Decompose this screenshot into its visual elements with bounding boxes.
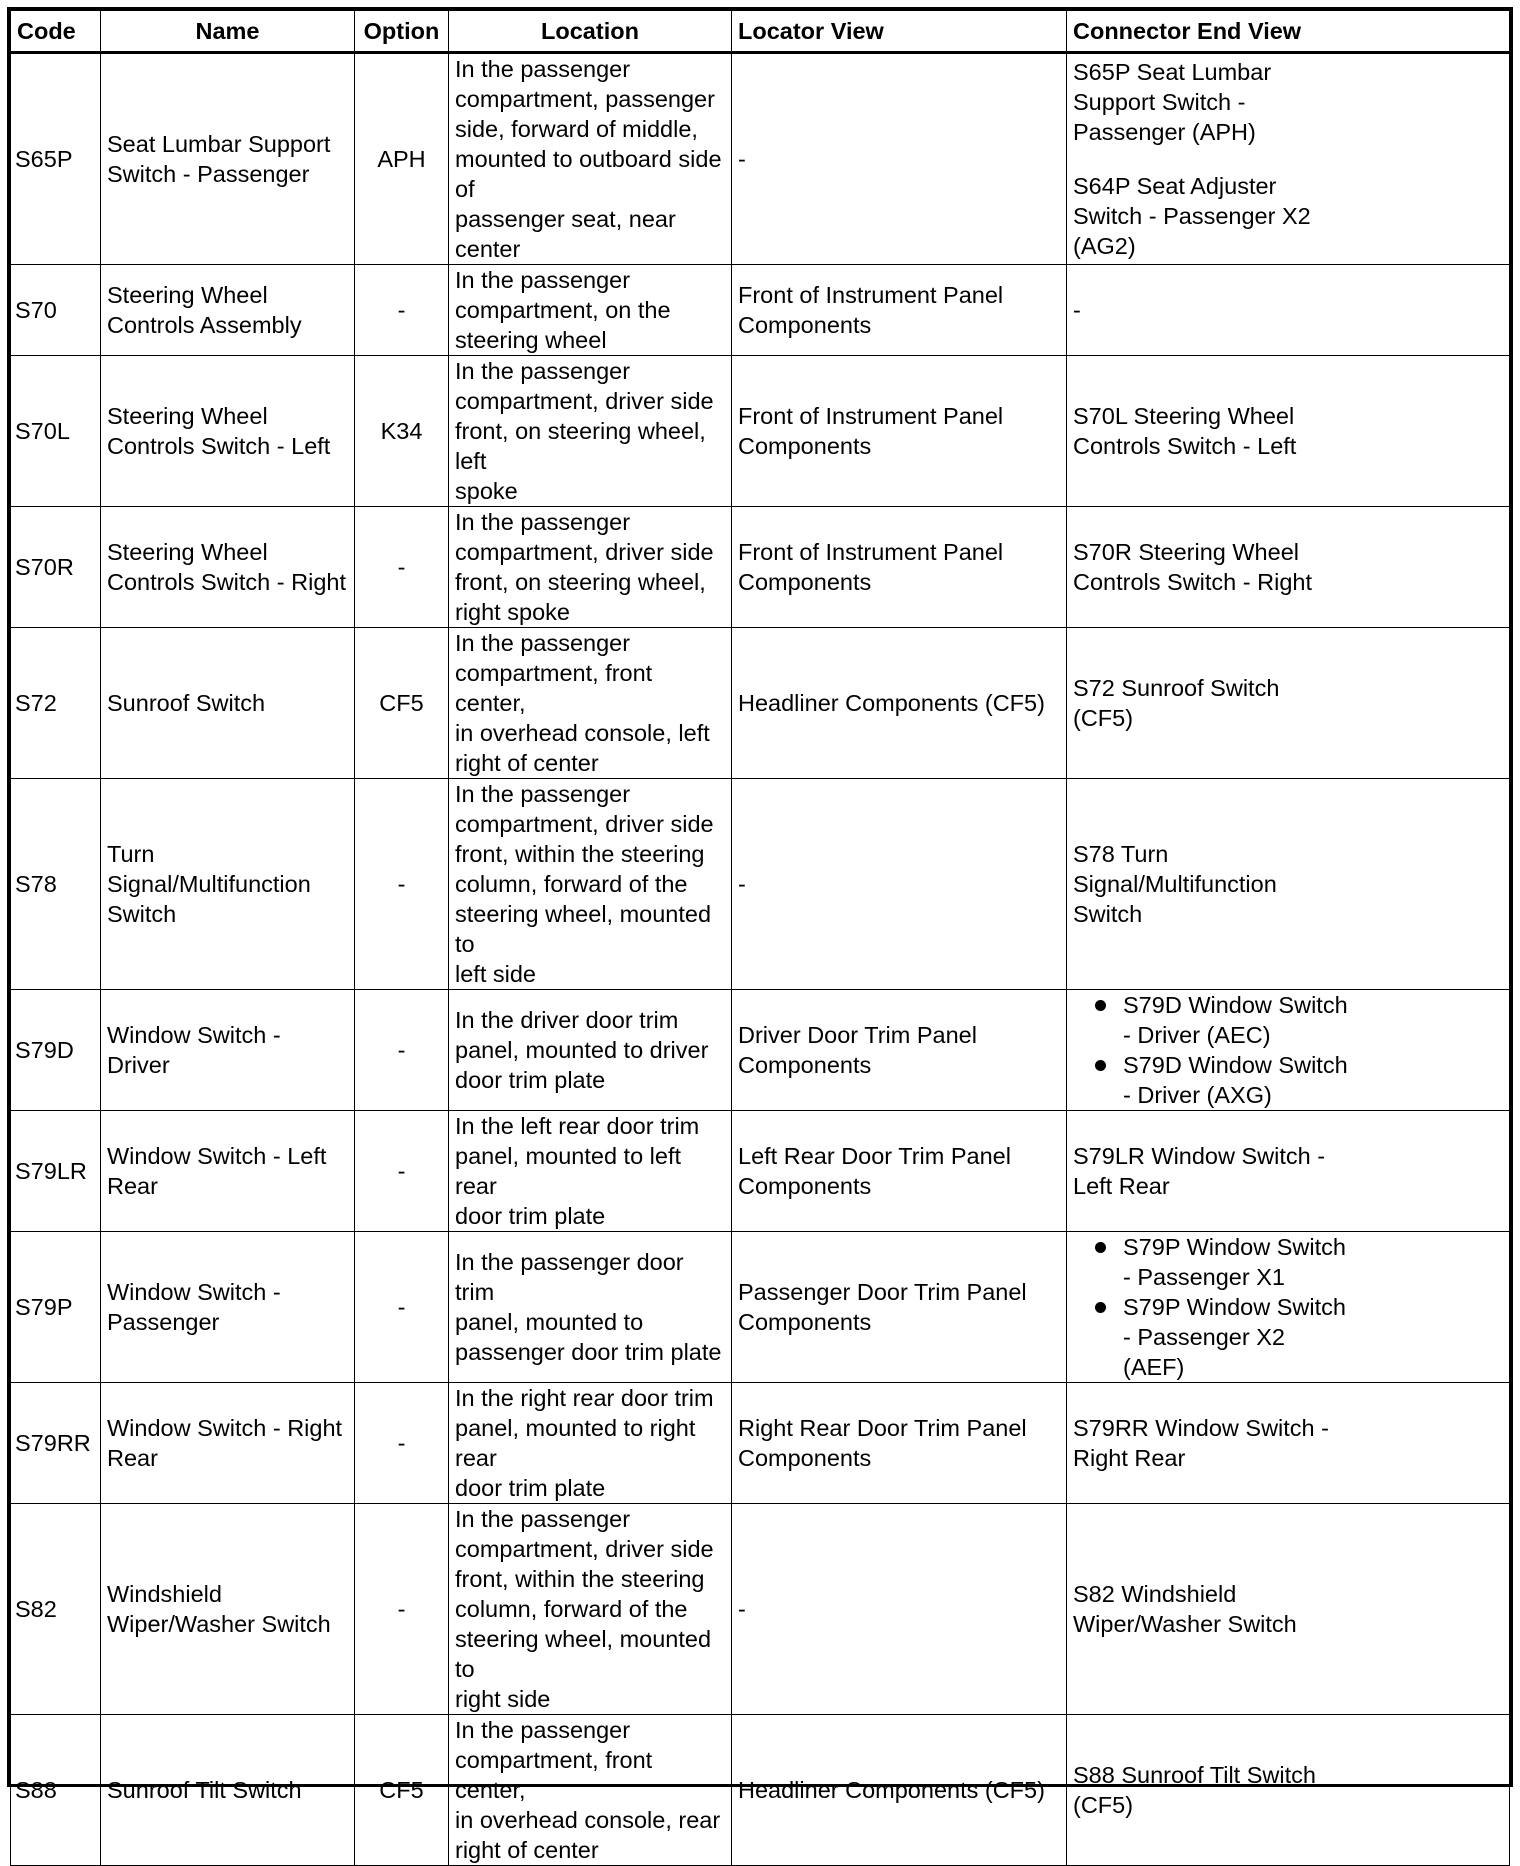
cell-line: - [738, 146, 746, 172]
component-locator-table [7, 7, 1513, 1863]
location-cell [449, 1111, 732, 1232]
connector-bullet-list [1073, 1232, 1503, 1382]
code-cell: S70R [11, 507, 101, 628]
connector-end-view-cell [1067, 779, 1510, 990]
code-cell: S79LR [11, 1111, 101, 1232]
cell-line: compartment, front center, [455, 1747, 653, 1803]
connector-bullet-item [1073, 990, 1503, 1050]
cell-line: S79D Window Switch [1123, 992, 1348, 1018]
location-cell [449, 1715, 732, 1866]
option-cell: - [355, 990, 449, 1111]
cell-line: - [1073, 297, 1081, 323]
location-cell [449, 990, 732, 1111]
option-cell: - [355, 1111, 449, 1232]
option-cell: - [355, 1232, 449, 1383]
cell-line: Wiper/Washer Switch [1073, 1611, 1297, 1637]
cell-line: right side [455, 1686, 551, 1712]
name-cell [101, 53, 355, 265]
cell-line: Components [738, 569, 872, 595]
cell-line: panel, mounted to right rear [455, 1415, 696, 1471]
cell-line: In the passenger [455, 1717, 631, 1743]
table-row [11, 1383, 1510, 1504]
cell-line: compartment, on the [455, 297, 671, 323]
cell-line: S72 Sunroof Switch [1073, 675, 1280, 701]
cell-line: Wiper/Washer Switch [107, 1611, 331, 1637]
cell-line: In the passenger [455, 781, 631, 807]
connector-block [1073, 57, 1503, 147]
locator-view-cell [732, 779, 1067, 990]
cell-line: front, on steering wheel, [455, 569, 706, 595]
connector-block [1073, 1579, 1503, 1639]
cell-line: Passenger [107, 1309, 220, 1335]
connector-bullet-item [1073, 1292, 1503, 1382]
code-cell: S65P [11, 53, 101, 265]
cell-line: - Driver (AXG) [1123, 1082, 1272, 1108]
code-cell: S82 [11, 1504, 101, 1715]
cell-line: passenger seat, near center [455, 206, 676, 262]
header-name: Name [101, 11, 355, 53]
header-row [11, 11, 1510, 53]
cell-line: Driver Door Trim Panel [738, 1022, 977, 1048]
cell-line: Steering Wheel [107, 282, 268, 308]
cell-line: Turn [107, 841, 155, 867]
location-cell [449, 507, 732, 628]
option-cell: - [355, 1504, 449, 1715]
cell-line: panel, mounted to driver [455, 1037, 709, 1063]
cell-line: steering wheel [455, 327, 607, 353]
option-cell: K34 [355, 356, 449, 507]
cell-line: spoke [455, 478, 518, 504]
location-cell [449, 628, 732, 779]
cell-line: Components [738, 312, 872, 338]
table-row [11, 507, 1510, 628]
header-location: Location [449, 11, 732, 53]
cell-line: Steering Wheel [107, 403, 268, 429]
cell-line: Components [738, 433, 872, 459]
cell-line: In the passenger [455, 630, 631, 656]
table-row [11, 1111, 1510, 1232]
cell-line: S79LR Window Switch - [1073, 1143, 1326, 1169]
header-connector-end-view: Connector End View [1067, 11, 1510, 53]
cell-line: Passenger (APH) [1073, 119, 1256, 145]
cell-line: Window Switch - [107, 1279, 281, 1305]
locator-view-cell [732, 1383, 1067, 1504]
locator-view-cell [732, 507, 1067, 628]
cell-line: in overhead console, left [455, 720, 710, 746]
table-row [11, 1232, 1510, 1383]
connector-block [1073, 171, 1503, 261]
cell-line: In the passenger door trim [455, 1249, 684, 1305]
cell-line: Steering Wheel [107, 539, 268, 565]
location-cell [449, 779, 732, 990]
cell-line: Components [738, 1309, 872, 1335]
connector-block [1073, 673, 1503, 733]
connector-end-view-cell [1067, 1111, 1510, 1232]
locator-view-cell [732, 356, 1067, 507]
code-cell: S72 [11, 628, 101, 779]
cell-line: Controls Switch - Right [107, 569, 346, 595]
cell-line: S82 Windshield [1073, 1581, 1237, 1607]
cell-line: mounted to outboard side of [455, 146, 722, 202]
cell-line: Controls Switch - Left [107, 433, 331, 459]
cell-line: Window Switch - Driver [107, 1022, 281, 1078]
cell-line: Controls Assembly [107, 312, 302, 338]
cell-line: Switch [1073, 901, 1143, 927]
cell-line: compartment, front center, [455, 660, 653, 716]
name-cell [101, 1504, 355, 1715]
connector-block [1073, 1760, 1503, 1820]
cell-line: Front of Instrument Panel [738, 539, 1004, 565]
table-row [11, 1504, 1510, 1715]
cell-line: column, forward of the [455, 1596, 688, 1622]
locator-view-cell [732, 1715, 1067, 1866]
option-cell: CF5 [355, 1715, 449, 1866]
table-row [11, 990, 1510, 1111]
name-cell [101, 1383, 355, 1504]
code-cell: S78 [11, 779, 101, 990]
locator-view-cell [732, 990, 1067, 1111]
connector-bullet-item [1073, 1050, 1503, 1110]
option-cell: - [355, 507, 449, 628]
cell-line: Components [738, 1445, 872, 1471]
code-cell: S79D [11, 990, 101, 1111]
cell-line: compartment, driver side [455, 388, 714, 414]
cell-line: Seat Lumbar Support [107, 131, 331, 157]
connector-end-view-cell [1067, 53, 1510, 265]
connector-block [1073, 1413, 1503, 1473]
name-cell [101, 1111, 355, 1232]
cell-line: Rear [107, 1445, 158, 1471]
cell-line: In the passenger [455, 56, 631, 82]
connector-bullet-item [1073, 1232, 1503, 1292]
cell-line: panel, mounted to [455, 1309, 644, 1335]
cell-line: panel, mounted to left rear [455, 1143, 682, 1199]
cell-line: Sunroof Tilt Switch [107, 1777, 302, 1803]
cell-line: In the passenger [455, 358, 631, 384]
table-row [11, 53, 1510, 265]
locator-view-cell [732, 1232, 1067, 1383]
cell-line: side, forward of middle, [455, 116, 698, 142]
cell-line: door trim plate [455, 1203, 606, 1229]
cell-line: Headliner Components (CF5) [738, 690, 1045, 716]
locator-view-cell [732, 1504, 1067, 1715]
cell-line: S64P Seat Adjuster [1073, 173, 1277, 199]
data-table [10, 10, 1510, 1866]
cell-line: (CF5) [1073, 1792, 1134, 1818]
code-cell: S70L [11, 356, 101, 507]
code-cell: S79RR [11, 1383, 101, 1504]
connector-block [1073, 839, 1503, 929]
locator-view-cell [732, 265, 1067, 356]
cell-line: Window Switch - Right [107, 1415, 343, 1441]
location-cell [449, 53, 732, 265]
cell-line: (AEF) [1123, 1354, 1185, 1380]
name-cell [101, 779, 355, 990]
cell-line: front, within the steering [455, 841, 705, 867]
cell-line: front, within the steering [455, 1566, 705, 1592]
cell-line: Support Switch - [1073, 89, 1246, 115]
cell-line: In the passenger [455, 267, 631, 293]
cell-line: S70R Steering Wheel [1073, 539, 1299, 565]
cell-line: Windshield [107, 1581, 222, 1607]
cell-line: In the left rear door trim [455, 1113, 700, 1139]
connector-end-view-cell [1067, 1715, 1510, 1866]
cell-line: In the driver door trim [455, 1007, 679, 1033]
cell-line: S78 Turn [1073, 841, 1169, 867]
header-locator-view: Locator View [732, 11, 1067, 53]
connector-end-view-cell [1067, 628, 1510, 779]
cell-line: in overhead console, rear [455, 1807, 721, 1833]
name-cell [101, 507, 355, 628]
cell-line: Components [738, 1173, 872, 1199]
cell-line: compartment, passenger [455, 86, 715, 112]
cell-line: Sunroof Switch [107, 690, 266, 716]
cell-line: right spoke [455, 599, 570, 625]
connector-end-view-cell [1067, 1232, 1510, 1383]
cell-line: S79D Window Switch [1123, 1052, 1348, 1078]
cell-line: Right Rear [1073, 1445, 1186, 1471]
cell-line: compartment, driver side [455, 539, 714, 565]
header-option: Option [355, 11, 449, 53]
cell-line: column, forward of the [455, 871, 688, 897]
code-cell: S88 [11, 1715, 101, 1866]
code-cell: S70 [11, 265, 101, 356]
cell-line: Rear [107, 1173, 158, 1199]
name-cell [101, 1232, 355, 1383]
cell-line: S88 Sunroof Tilt Switch [1073, 1762, 1316, 1788]
cell-line: Left Rear Door Trim Panel [738, 1143, 1011, 1169]
cell-line: Switch - Passenger X2 [1073, 203, 1311, 229]
cell-line: steering wheel, mounted to [455, 901, 712, 957]
connector-end-view-cell [1067, 507, 1510, 628]
locator-view-cell [732, 1111, 1067, 1232]
location-cell [449, 356, 732, 507]
connector-block [1073, 295, 1503, 325]
cell-line: S65P Seat Lumbar [1073, 59, 1272, 85]
cell-line: Right Rear Door Trim Panel [738, 1415, 1027, 1441]
locator-view-cell [732, 628, 1067, 779]
name-cell [101, 265, 355, 356]
location-cell [449, 1383, 732, 1504]
cell-line: (AG2) [1073, 233, 1136, 259]
cell-line: Passenger Door Trim Panel [738, 1279, 1027, 1305]
cell-line: Window Switch - Left [107, 1143, 327, 1169]
cell-line: (CF5) [1073, 705, 1134, 731]
cell-line: Front of Instrument Panel [738, 403, 1004, 429]
option-cell: - [355, 1383, 449, 1504]
cell-line: - [738, 1596, 746, 1622]
cell-line: Signal/Multifunction [1073, 871, 1277, 897]
connector-block [1073, 1141, 1503, 1201]
connector-end-view-cell [1067, 1504, 1510, 1715]
table-row [11, 265, 1510, 356]
cell-line: Front of Instrument Panel [738, 282, 1004, 308]
cell-line: - [738, 871, 746, 897]
option-cell: CF5 [355, 628, 449, 779]
connector-end-view-cell [1067, 356, 1510, 507]
cell-line: S70L Steering Wheel [1073, 403, 1295, 429]
connector-block [1073, 537, 1503, 597]
code-cell: S79P [11, 1232, 101, 1383]
location-cell [449, 1504, 732, 1715]
option-cell: APH [355, 53, 449, 265]
option-cell: - [355, 779, 449, 990]
cell-line: - Driver (AEC) [1123, 1022, 1271, 1048]
locator-view-cell [732, 53, 1067, 265]
cell-line: Switch - Passenger [107, 161, 310, 187]
cell-line: - Passenger X1 [1123, 1264, 1285, 1290]
connector-end-view-cell [1067, 1383, 1510, 1504]
cell-line: door trim plate [455, 1067, 606, 1093]
header-code: Code [11, 11, 101, 53]
cell-line: In the passenger [455, 509, 631, 535]
cell-line: In the passenger [455, 1506, 631, 1532]
cell-line: Left Rear [1073, 1173, 1170, 1199]
cell-line: Controls Switch - Left [1073, 433, 1297, 459]
table-row [11, 628, 1510, 779]
table-row [11, 1715, 1510, 1866]
name-cell [101, 1715, 355, 1866]
connector-bullet-list [1073, 990, 1503, 1110]
cell-line: steering wheel, mounted to [455, 1626, 712, 1682]
cell-line: right of center [455, 750, 599, 776]
cell-line: Controls Switch - Right [1073, 569, 1312, 595]
cell-line: compartment, driver side [455, 811, 714, 837]
connector-end-view-cell [1067, 990, 1510, 1111]
cell-line: Components [738, 1052, 872, 1078]
name-cell [101, 628, 355, 779]
location-cell [449, 265, 732, 356]
name-cell [101, 356, 355, 507]
cell-line: S79RR Window Switch - [1073, 1415, 1329, 1441]
option-cell: - [355, 265, 449, 356]
cell-line: Signal/Multifunction [107, 871, 311, 897]
location-cell [449, 1232, 732, 1383]
cell-line: compartment, driver side [455, 1536, 714, 1562]
cell-line: S79P Window Switch [1123, 1294, 1346, 1320]
cell-line: right of center [455, 1837, 599, 1863]
cell-line: Headliner Components (CF5) [738, 1777, 1045, 1803]
name-cell [101, 990, 355, 1111]
cell-line: Switch [107, 901, 177, 927]
table-row [11, 779, 1510, 990]
cell-line: S79P Window Switch [1123, 1234, 1346, 1260]
cell-line: - Passenger X2 [1123, 1324, 1285, 1350]
connector-end-view-cell [1067, 265, 1510, 356]
cell-line: front, on steering wheel, left [455, 418, 706, 474]
cell-line: left side [455, 961, 536, 987]
connector-block [1073, 401, 1503, 461]
cell-line: passenger door trim plate [455, 1339, 722, 1365]
cell-line: In the right rear door trim [455, 1385, 714, 1411]
cell-line: door trim plate [455, 1475, 606, 1501]
table-row [11, 356, 1510, 507]
